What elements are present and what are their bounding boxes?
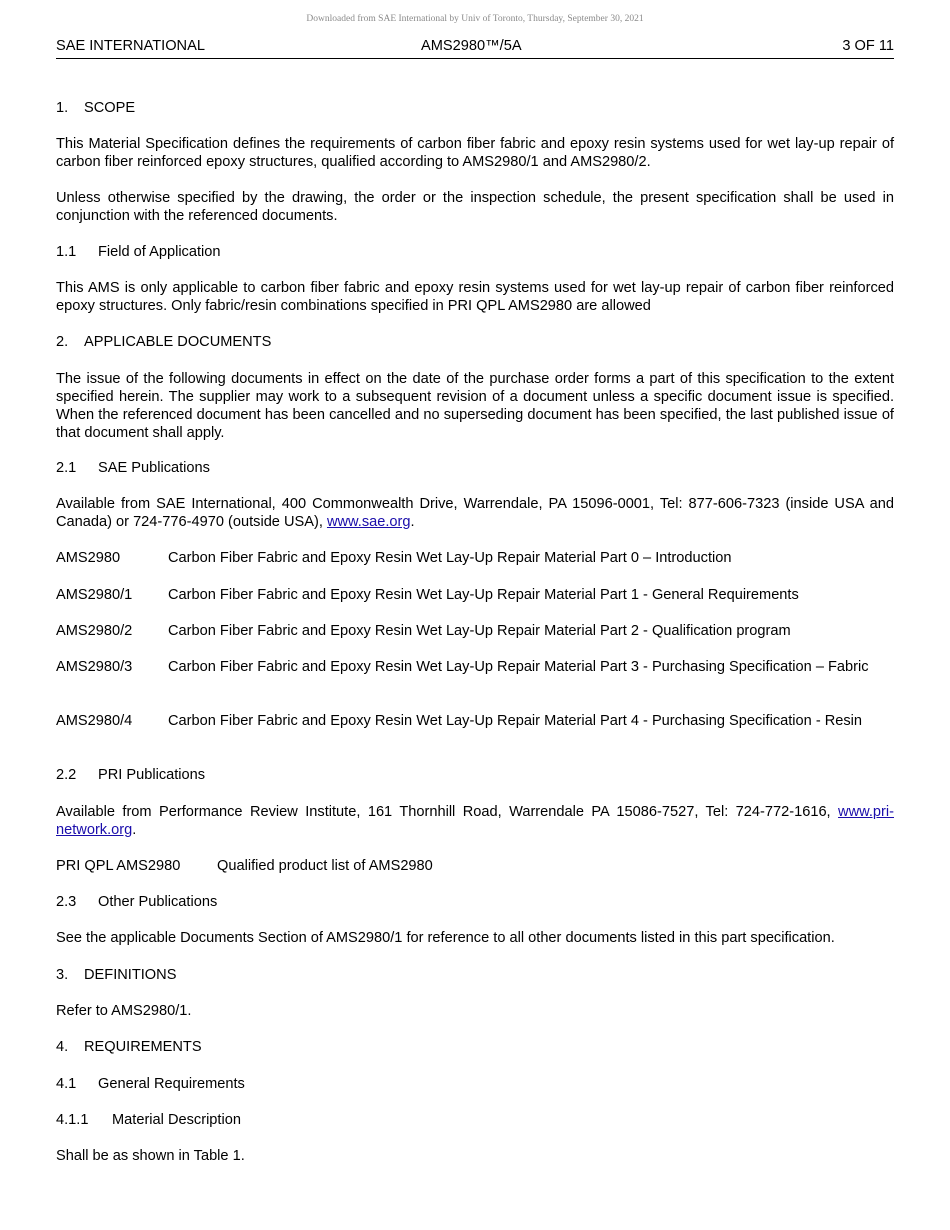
field-of-application-paragraph: This AMS is only applicable to carbon fiber fabric and epoxy resin systems used for wet lay-up repair of carbon fiber reinforced epoxy structures. Only fabric/resin combinations specified in PRI QPL AMS2980 are allowed	[56, 280, 894, 314]
heading-applicable-documents	[56, 333, 894, 351]
section-number: 3.	[56, 967, 69, 983]
section-number: 4.1.1	[56, 1112, 89, 1128]
heading-scope	[56, 99, 894, 117]
doc-code: PRI QPL AMS2980	[56, 858, 181, 874]
pri-website-link[interactable]: www.pri-network.org	[56, 804, 894, 838]
sae-publications-paragraph	[56, 495, 894, 531]
doc-code: AMS2980/4	[56, 713, 133, 729]
doc-code: AMS2980/1	[56, 587, 133, 603]
header-page-number: 3 OF 11	[842, 38, 894, 54]
sae-doc-row	[56, 549, 894, 567]
sae-doc-row	[56, 658, 894, 694]
sae-doc-row	[56, 622, 894, 640]
pri-publications-paragraph	[56, 803, 894, 839]
sae-doc-row	[56, 712, 894, 748]
applicable-documents-paragraph: The issue of the following documents in effect on the date of the purchase order forms a part of this specification to the extent specified herein. The supplier may work to a subsequent revision of a document unless a specific document issue is specified. When the referenced document has been cancelled and no superseding document has been specified, the last published issue of that document shall apply.	[56, 371, 894, 441]
sae-website-link[interactable]: www.sae.org	[326, 514, 411, 530]
doc-code: AMS2980/3	[56, 659, 133, 675]
header-org: SAE INTERNATIONAL	[56, 38, 205, 54]
heading-other-publications	[56, 893, 894, 911]
scope-paragraph-1: This Material Specification defines the requirements of carbon fiber fabric and epoxy resin systems used for wet lay-up repair of carbon fiber reinforced epoxy structures, qualified according to AMS2980/1 and AMS2980/2.	[56, 136, 894, 170]
download-watermark: Downloaded from SAE International by Univ of Toronto, Thursday, September 30, 2021	[306, 14, 644, 24]
doc-description: Carbon Fiber Fabric and Epoxy Resin Wet Lay-Up Repair Material Part 2 - Qualification program	[168, 623, 791, 639]
heading-pri-publications	[56, 766, 894, 784]
page-header	[56, 38, 894, 59]
section-title: DEFINITIONS	[84, 967, 177, 983]
section-number: 1.1	[56, 244, 77, 260]
header-doc-id: AMS2980™/5A	[421, 38, 522, 54]
section-title: SAE Publications	[98, 460, 210, 476]
heading-definitions	[56, 966, 894, 984]
section-title: SCOPE	[84, 100, 136, 116]
sae-address-text: Available from SAE International, 400 Commonwealth Drive, Warrendale, PA 15096-0001, Tel: 877-606-7323 (inside USA and Canada) or 724-776-4970 (outside USA),	[56, 496, 894, 530]
section-title: General Requirements	[98, 1076, 245, 1092]
section-number: 1.	[56, 100, 69, 116]
doc-code: AMS2980	[56, 550, 121, 566]
heading-field-of-application	[56, 243, 894, 261]
section-title: Other Publications	[98, 894, 218, 910]
doc-description: Qualified product list of AMS2980	[217, 858, 433, 874]
doc-description: Carbon Fiber Fabric and Epoxy Resin Wet Lay-Up Repair Material Part 3 - Purchasing Specification – Fabric	[168, 659, 869, 675]
section-number: 2.2	[56, 767, 77, 783]
section-number: 2.1	[56, 460, 77, 476]
doc-description: Carbon Fiber Fabric and Epoxy Resin Wet Lay-Up Repair Material Part 0 – Introduction	[168, 550, 732, 566]
other-publications-paragraph: See the applicable Documents Section of AMS2980/1 for reference to all other documents listed in this part specification.	[56, 930, 835, 946]
period: .	[132, 822, 137, 838]
section-title: APPLICABLE DOCUMENTS	[84, 334, 272, 350]
heading-requirements	[56, 1038, 894, 1056]
material-description-paragraph: Shall be as shown in Table 1.	[56, 1148, 245, 1164]
heading-sae-publications	[56, 459, 894, 477]
section-number: 4.1	[56, 1076, 77, 1092]
heading-material-description	[56, 1111, 894, 1129]
section-title: PRI Publications	[98, 767, 206, 783]
sae-doc-row	[56, 586, 894, 604]
definitions-paragraph: Refer to AMS2980/1.	[56, 1003, 192, 1019]
section-number: 2.	[56, 334, 69, 350]
doc-description: Carbon Fiber Fabric and Epoxy Resin Wet Lay-Up Repair Material Part 1 - General Requirements	[168, 587, 799, 603]
pri-doc-row	[56, 857, 894, 875]
heading-general-requirements	[56, 1075, 894, 1093]
section-number: 2.3	[56, 894, 77, 910]
pri-address-text: Available from Performance Review Institute, 161 Thornhill Road, Warrendale PA 15086-7527, Tel: 724-772-1616,	[56, 804, 839, 820]
period: .	[410, 514, 415, 530]
doc-code: AMS2980/2	[56, 623, 133, 639]
doc-description: Carbon Fiber Fabric and Epoxy Resin Wet Lay-Up Repair Material Part 4 - Purchasing Specification - Resin	[168, 713, 863, 729]
section-title: Field of Application	[98, 244, 221, 260]
section-title: REQUIREMENTS	[84, 1039, 202, 1055]
scope-paragraph-2: Unless otherwise specified by the drawing, the order or the inspection schedule, the present specification shall be used in conjunction with the referenced documents.	[56, 190, 894, 224]
section-title: Material Description	[112, 1112, 241, 1128]
section-number: 4.	[56, 1039, 69, 1055]
